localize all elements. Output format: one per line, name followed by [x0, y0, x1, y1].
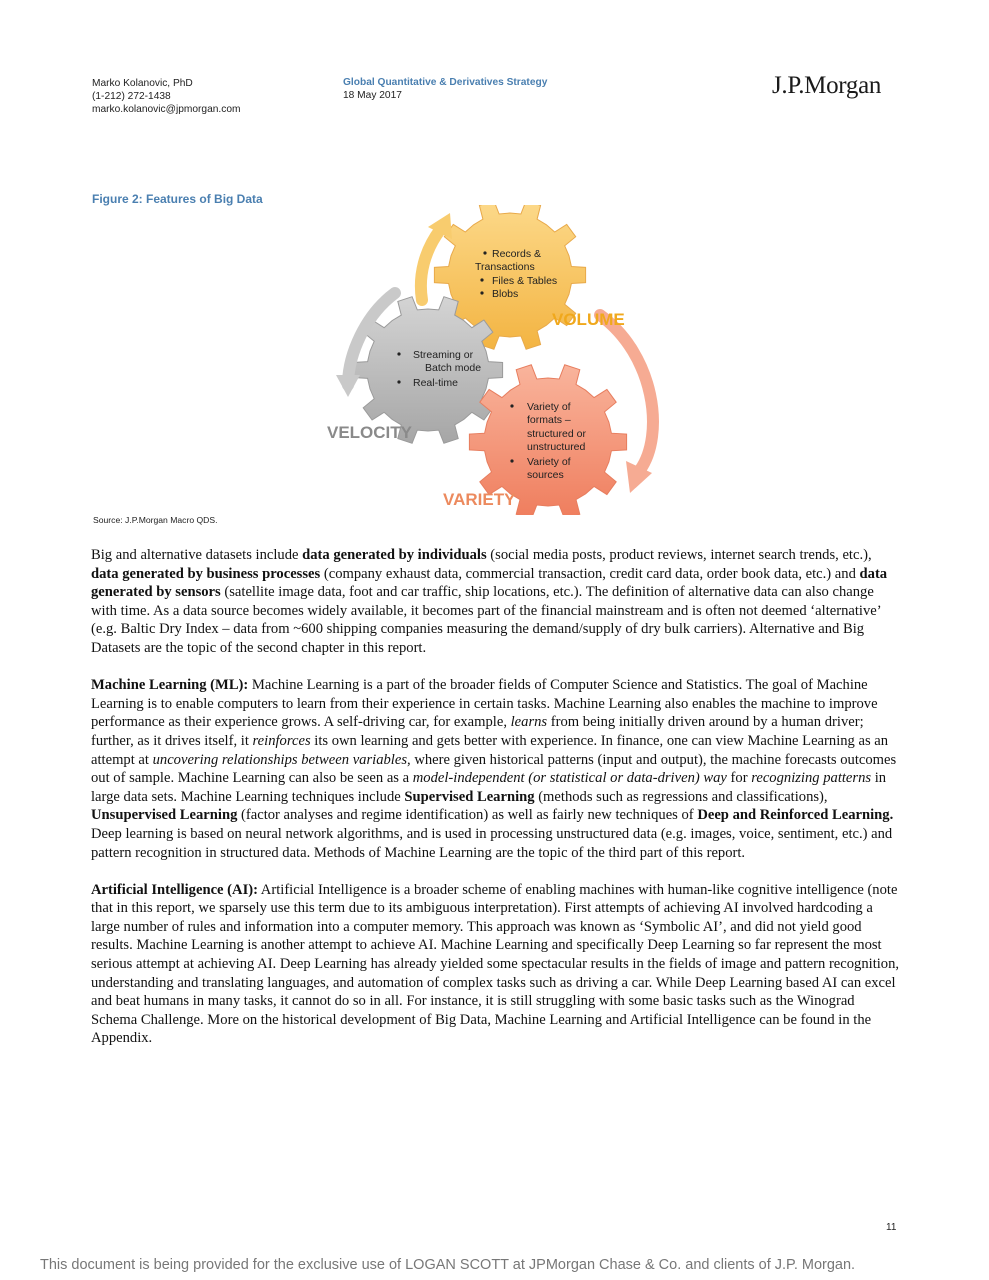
velocity-item: Real-time: [413, 377, 458, 389]
author-block: [92, 77, 241, 116]
bold-term: data generated by sensors: [91, 565, 888, 601]
velocity-label: VELOCITY: [327, 423, 413, 442]
paragraph-artificial-intelligence: [91, 881, 901, 1048]
paragraph-machine-learning: [91, 676, 901, 862]
italic-term: reinforces: [252, 732, 311, 749]
text-run: Artificial Intelligence is a broader scheme of enabling machines with human-like cognitive intelligence (note that in this report, we sparsely use this term due to its ambiguous interpretation). First attempts of achieving AI involved hardcoding a large number of rules and information into a computer memory. This approach was known as ‘Symbolic AI’, and did not yield good results. Machine Learning is another attempt to achieve AI. Machine Learning and specifically Deep Learning so far represent the most serious attempt at achieving AI. Deep Learning has already yielded some spectacular results in the fields of image and pattern recognition, understanding and translating languages, and automation of complex tasks such as driving a car. While Deep Learning based AI can excel and beat humans in many tasks, it cannot do so in all. For instance, it is still struggling with some basic tasks such as the Winograd Schema Challenge. More on the historical development of Big Data, Machine Learning and Artificial Intelligence can be found in the Appendix.: [91, 881, 900, 1047]
variety-item: Variety of: [527, 456, 571, 468]
volume-label: VOLUME: [552, 310, 625, 329]
bold-term: Machine Learning (ML):: [91, 677, 249, 694]
yellow-cycle-arrow: [421, 230, 440, 300]
author-name: Marko Kolanovic, PhD: [92, 78, 193, 89]
volume-item: Transactions: [475, 261, 535, 273]
text-run: for: [726, 770, 752, 787]
bold-term: Deep and Reinforced Learning.: [697, 807, 894, 824]
text-run: from being initially driven around by a human driver; further, as it drives itself, it: [91, 714, 864, 749]
text-run: (social media posts, product reviews, internet search trends, etc.),: [486, 547, 872, 563]
text-run: (methods such as regressions and classifications),: [534, 788, 828, 805]
italic-term: learns: [510, 714, 548, 731]
big-data-features-diagram: [300, 205, 680, 515]
bold-term: Unsupervised Learning: [91, 807, 238, 824]
variety-item: Variety of: [527, 401, 571, 413]
text-run: (factor analyses and regime identification) as well as fairly new techniques of: [237, 807, 698, 824]
text-run: , where given historical patterns (input and output), the machine forecasts outcomes out of sample. Machine Learning can also be seen as a: [91, 751, 897, 787]
jpmorgan-logo: J.P.Morgan: [772, 72, 882, 99]
report-info: [343, 76, 547, 102]
body-text: [91, 546, 901, 1067]
text-run: in large data sets. Machine Learning techniques include: [91, 770, 887, 805]
figure-source: Source: J.P.Morgan Macro QDS.: [93, 515, 218, 525]
variety-label: VARIETY: [443, 490, 516, 509]
volume-item: Files & Tables: [492, 275, 558, 287]
velocity-item: Batch mode: [425, 362, 482, 374]
usage-disclaimer-footer: This document is being provided for the exclusive use of LOGAN SCOTT at JPMorgan Chase & Co. and clients of J.P. Morgan.: [40, 1257, 856, 1273]
italic-term: uncovering relationships between variables: [152, 751, 408, 768]
author-phone: (1-212) 272-1438: [92, 91, 171, 102]
author-email[interactable]: marko.kolanovic@jpmorgan.com: [92, 104, 241, 115]
variety-item: structured or: [527, 428, 586, 440]
text-run: Deep learning is based on neural network algorithms, and is used in processing unstructured data (e.g. images, voice, sentiment, etc.) and pattern recognition in structured data. Methods of Machine Learning are the topic of the third part of this report.: [91, 825, 893, 861]
variety-item: unstructured: [527, 441, 586, 453]
velocity-item: Streaming or: [413, 349, 474, 361]
bold-term: Supervised Learning: [404, 788, 535, 805]
text-run: its own learning and gets better with experience. In finance, one can view Machine Learning as an attempt at: [91, 732, 889, 768]
page-number: 11: [886, 1222, 897, 1233]
department: Global Quantitative & Derivatives Strategy: [343, 77, 548, 88]
bold-term: Artificial Intelligence (AI):: [91, 881, 258, 898]
text-run: (company exhaust data, commercial transaction, credit card data, order book data, etc.) and: [320, 565, 860, 582]
text-run: (satellite image data, foot and car traffic, ship locations, etc.). The definition of alternative data can also change with time. As a data source becomes widely available, it becomes part of the financial mainstream and is often not deemed ‘alternative’ (e.g. Baltic Dry Index – data from ~600 shipping companies measuring the demand/supply of dry bulk carriers). Alternative and Big Datasets are the topic of the second chapter in this report.: [91, 584, 881, 656]
volume-item: Records &: [492, 248, 542, 260]
report-date: 18 May 2017: [343, 90, 402, 101]
text-run: Machine Learning is a part of the broader fields of Computer Science and Statistics. The goal of Machine Learning is to enable computers to learn from their experience in certain tasks. Machine Learning also enables the machine to improve performance as their experience grows. A self-driving car, for example,: [91, 677, 878, 731]
bold-term: data generated by business processes: [91, 565, 321, 582]
figure-title: Figure 2: Features of Big Data: [92, 192, 263, 206]
variety-item: formats –: [527, 414, 571, 426]
italic-term: recognizing patterns: [751, 770, 872, 787]
paragraph-big-data: [91, 546, 901, 658]
volume-item: Blobs: [492, 288, 519, 300]
gray-arrowhead: [336, 375, 360, 397]
bold-term: data generated by individuals: [302, 547, 487, 563]
italic-term: model-independent (or statistical or data-driven) way: [412, 770, 727, 787]
text-run: Big and alternative datasets include: [91, 547, 303, 563]
variety-item: sources: [527, 469, 564, 481]
